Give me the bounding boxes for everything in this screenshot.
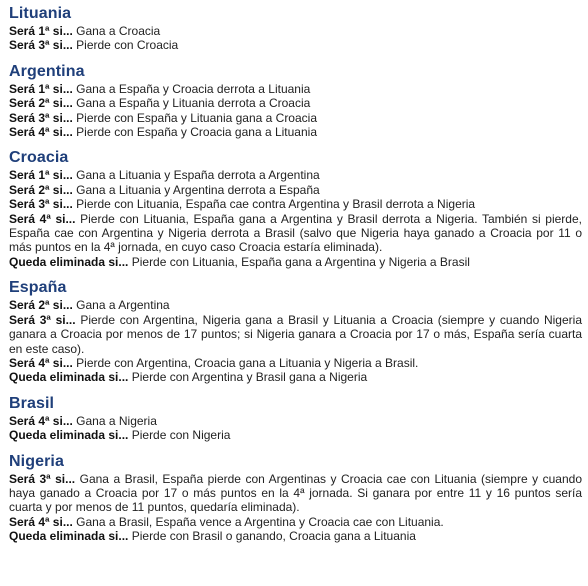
scenario-line [9,197,582,211]
scenario-label: Queda eliminada si... [9,529,129,544]
scenario-text: Gana a España y Lituania derrota a Croacia [76,96,311,111]
team-heading: España [9,279,67,297]
scenario-line [9,125,582,139]
scenario-line [9,82,582,96]
team-section-lituania [9,4,582,53]
scenario-label: Será 1ª si... [9,81,73,96]
scenario-line [9,212,582,255]
scenario-label: Será 4ª si... [9,413,73,428]
scenario-line [9,38,582,52]
scenario-label: Queda eliminada si... [9,428,129,443]
scenario-line [9,96,582,110]
team-section-brasil [9,394,582,443]
scenario-text: Pierde con Brasil o ganando, Croacia gana a Lituania [131,529,416,544]
scenario-line [9,356,582,370]
scenario-text: Gana a Lituania y Argentina derrota a España [76,182,320,197]
team-section-argentina [9,62,582,140]
team-section-nigeria [9,452,582,544]
scenario-label: Será 4ª si... [9,355,73,370]
team-section-espana [9,278,582,384]
scenario-line [9,168,582,182]
scenario-text: Pierde con Lituania, España gana a Argentina y Brasil derrota a Nigeria. También si pierde, España cae con Argentina y Nigeria derrota a Brasil (salvo que Nigeria haya ganado a Croacia por 11 o más puntos en la 4ª jornada, en cuyo caso Croacia estaría eliminada). [9,211,582,255]
scenario-line [9,313,582,356]
scenario-text: Gana a Nigeria [76,413,157,428]
scenario-label: Será 3ª si... [9,38,73,53]
scenario-label: Será 2ª si... [9,298,73,313]
scenario-text: Gana a España y Croacia derrota a Lituania [76,81,311,96]
scenario-label: Será 1ª si... [9,24,73,38]
scenario-line [9,111,582,125]
scenario-text: Pierde con Nigeria [131,428,231,443]
scenario-text: Gana a Argentina [76,298,170,313]
scenario-label: Será 3ª si... [9,110,73,125]
scenario-text: Pierde con Lituania, España gana a Argentina y Nigeria a Brasil [131,254,470,269]
team-heading: Croacia [9,149,69,167]
scenario-text: Pierde con Lituania, España cae contra Argentina y Brasil derrota a Nigeria [76,197,476,212]
scenario-text: Pierde con España y Lituania gana a Croacia [76,110,317,125]
team-heading: Brasil [9,394,55,412]
scenario-line [9,370,582,384]
scenario-label: Queda eliminada si... [9,254,129,269]
scenario-text: Pierde con Argentina y Brasil gana a Nigeria [131,370,368,385]
team-heading: Lituania [9,5,72,22]
scenario-label: Será 2ª si... [9,96,73,111]
scenario-line [9,298,582,312]
scenario-label: Queda eliminada si... [9,370,129,385]
scenario-line [9,255,582,269]
scenario-text: Gana a Brasil, España vence a Argentina y Croacia cae con Lituania. [76,514,444,529]
scenario-text: Gana a Lituania y España derrota a Argentina [76,168,320,183]
scenario-text: Pierde con Argentina, Croacia gana a Lituania y Nigeria a Brasil. [76,355,419,370]
scenario-label: Será 4ª si... [9,211,76,226]
scenario-label: Será 3ª si... [9,312,76,327]
team-heading: Nigeria [9,452,64,470]
scenario-label: Será 1ª si... [9,168,73,183]
scenario-line [9,428,582,442]
scenario-line [9,183,582,197]
scenario-text: Gana a Croacia [76,24,161,38]
scenario-text: Pierde con Croacia [76,38,179,53]
scenario-line [9,414,582,428]
scenario-text: Gana a Brasil, España pierde con Argentinas y Croacia cae con Lituania (siempre y cuando haya ganado a Croacia por 17 o más puntos en la 4ª jornada. Si ganara por entre 11 y 16 puntos sería cuarta y por menos de 11 puntos, quedaría eliminada). [9,471,582,515]
scenario-line [9,472,582,515]
team-heading: Argentina [9,62,85,80]
scenario-line [9,24,582,38]
scenario-text: Pierde con España y Croacia gana a Lituania [76,125,317,140]
scenario-text: Pierde con Argentina, Nigeria gana a Brasil y Lituania a Croacia (siempre y cuando Nigeria ganara a Croacia por menos de 17 puntos; si Nigeria ganara a Croacia por 17 o más, España sería cuarta en este caso). [9,312,582,356]
scenario-label: Será 2ª si... [9,182,73,197]
scenario-label: Será 4ª si... [9,514,73,529]
team-section-croacia [9,148,582,269]
scenario-label: Será 3ª si... [9,471,76,486]
scenario-label: Será 3ª si... [9,197,73,212]
scenario-line [9,529,582,543]
scenario-line [9,515,582,529]
scenario-label: Será 4ª si... [9,125,73,140]
